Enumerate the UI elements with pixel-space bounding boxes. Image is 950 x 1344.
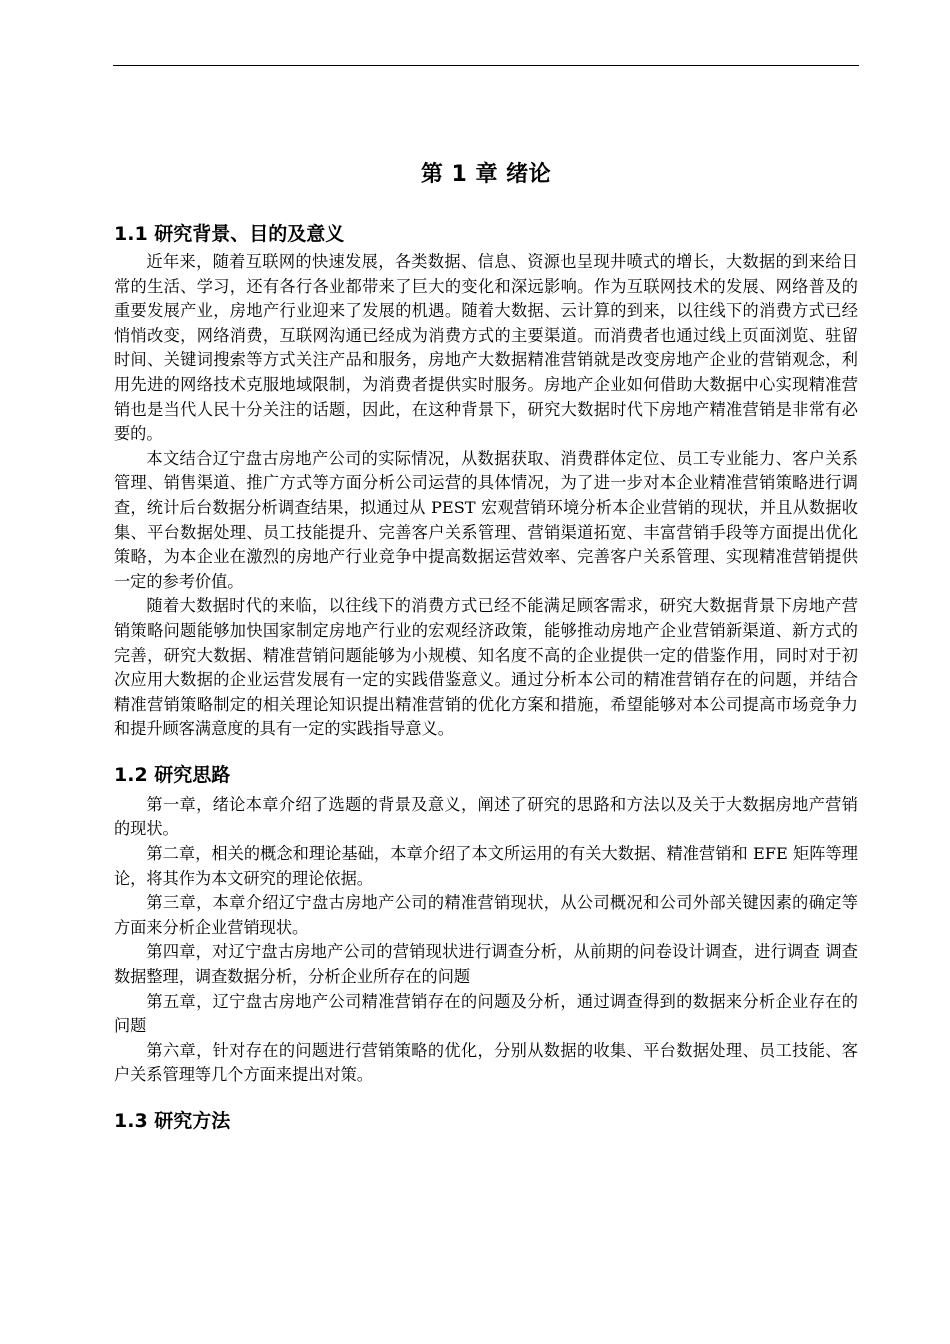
paragraph: 第六章，针对存在的问题进行营销策略的优化，分别从数据的收集、平台数据处理、员工技能、客户关系管理等几个方面来提出对策。: [114, 1040, 858, 1085]
section-heading-1-2: 1.2 研究思路: [114, 763, 231, 786]
section-heading-1-3: 1.3 研究方法: [114, 1110, 231, 1132]
paragraph: 随着大数据时代的来临，以往线下的消费方式已经不能满足顾客需求，研究大数据背景下房地产营销策略问题能够加快国家制定房地产行业的宏观经济政策，能够推动房地产企业营销新渠道、新方式的完善，研究大数据、精准营销问题能够为小规模、知名度不高的企业提供一定的借鉴作用，同时对于初次应用大数据的企业运营发展有一定的实践借鉴意义。通过分析本公司的精准营销存在的问题，并结合精准营销策略制定的相关理论知识提出精准营销的优化方案和措施，希望能够对本公司提高市场竞争力和提升顾客满意度的具有一定的实践指导意义。: [114, 596, 858, 739]
paragraph: 第三章，本章介绍辽宁盘古房地产公司的精准营销现状，从公司概况和公司外部关键因素的确定等方面来分析企业营销现状。: [114, 893, 858, 937]
chapter-title: 第 1 章 绪论: [420, 162, 552, 187]
paragraph: 第五章，辽宁盘古房地产公司精准营销存在的问题及分析，通过调查得到的数据来分析企业存在的问题: [114, 991, 858, 1036]
paragraph: 第四章，对辽宁盘古房地产公司的营销现状进行调查分析，从前期的问卷设计调查，进行调查 调查数据整理，调查数据分析，分析企业所存在的问题: [114, 942, 858, 987]
section-heading-1-1: 1.1 研究背景、目的及意义: [114, 223, 345, 245]
page-content: [114, 155, 858, 1139]
header-rule: [113, 65, 859, 66]
paragraph: 近年来，随着互联网的快速发展，各类数据、信息、资源也呈现井喷式的增长，大数据的到来给日常的生活、学习，还有各行各业都带来了巨大的变化和深远影响。作为互联网技术的发展、网络普及的重要发展产业，房地产行业迎来了发展的机遇。随着大数据、云计算的到来，以往线下的消费方式已经悄悄改变，网络消费，互联网沟通已经成为消费方式的主要渠道。而消费者也通过线上页面浏览、驻留时间、关键词搜索等方式关注产品和服务，房地产大数据精准营销就是改变房地产企业的营销观念，利用先进的网络技术克服地域限制，为消费者提供实时服务。房地产企业如何借助大数据中心实现精准营销也是当代人民十分关注的话题，因此，在这种背景下，研究大数据时代下房地产精准营销是非常有必要的。: [114, 252, 858, 444]
paragraph: 本文结合辽宁盘古房地产公司的实际情况，从数据获取、消费群体定位、员工专业能力、客户关系管理、销售渠道、推广方式等方面分析公司运营的具体情况，为了进一步对本企业精准营销策略进行调查，统计后台数据分析调查结果，拟通过从 PEST 宏观营销环境分析本企业营销的现状，并且从数据收集、平台数据处理、员工技能提升、完善客户关系管理、营销渠道拓宽、丰富营销手段等方面提出优化策略，为本企业在激烈的房地产行业竞争中提高数据运营效率、完善客户关系管理、实现精准营销提供一定的参考价值。: [114, 448, 858, 591]
paragraph: 第一章，绪论本章介绍了选题的背景及意义，阐述了研究的思路和方法以及关于大数据房地产营销的现状。: [114, 794, 858, 839]
paragraph: 第二章，相关的概念和理论基础，本章介绍了本文所运用的有关大数据、精准营销和 EFE 矩阵等理论，将其作为本文研究的理论依据。: [114, 844, 858, 888]
